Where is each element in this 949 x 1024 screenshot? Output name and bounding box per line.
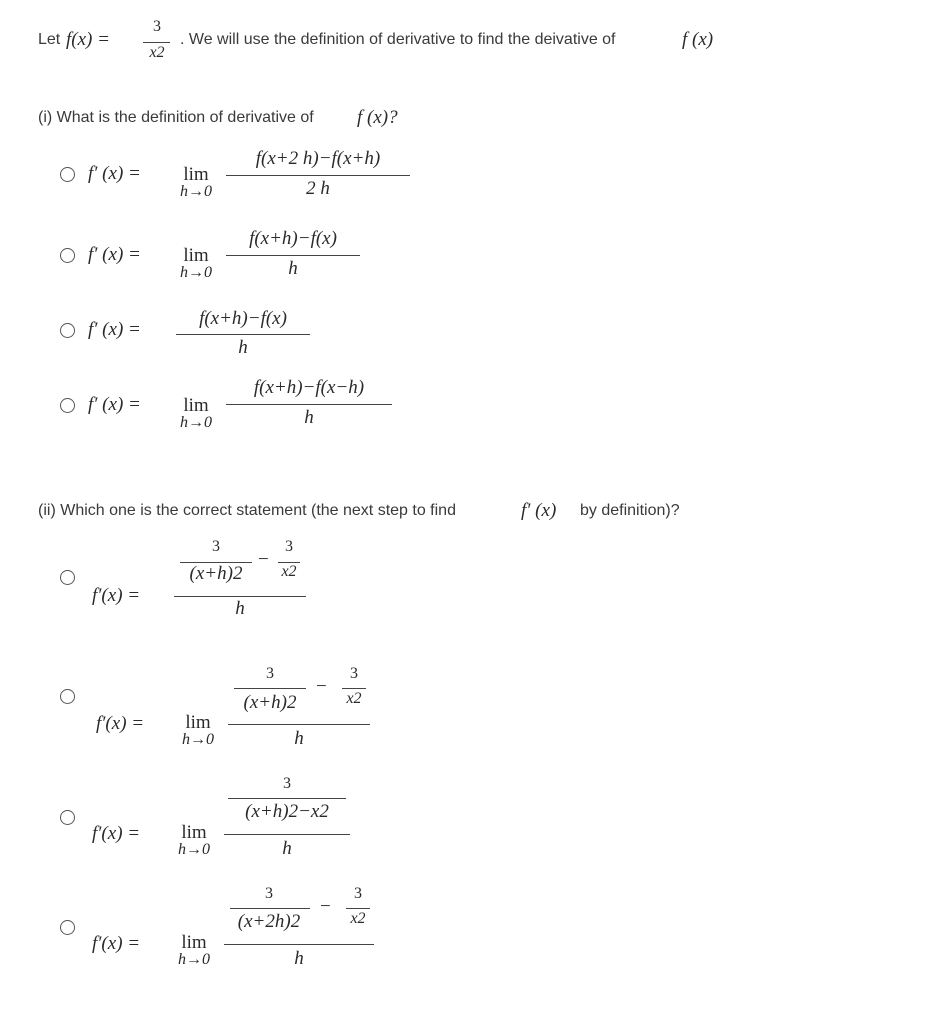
part1-option-4-lhs: f′ (x) = xyxy=(88,394,141,415)
intro-sentence: . We will use the definition of derivative to find the deivative of xyxy=(180,31,616,48)
part2-option-1-b-den: x2 xyxy=(281,563,297,580)
part1-option-2-lhs: f′ (x) = xyxy=(88,244,141,265)
part1-option-3-lhs: f′ (x) = xyxy=(88,319,141,340)
part2-option-2-radio[interactable] xyxy=(60,689,75,704)
part2-option-4-b-den: x2 xyxy=(350,910,366,927)
part2-option-4-b-num: 3 xyxy=(354,885,362,902)
intro-fraction xyxy=(142,18,172,36)
part2-option-1-a-den: (x+h)2 xyxy=(189,563,243,584)
part1-option-2-lim: lim h→0 xyxy=(180,245,212,281)
part2-option-4-a-den: (x+2h)2 xyxy=(237,911,301,932)
part1-option-2-denominator: h xyxy=(288,258,298,279)
part2-option-3-radio[interactable] xyxy=(60,810,75,825)
part1-option-4-lim: lim h→0 xyxy=(180,395,212,431)
part1-option-1-denominator: 2 h xyxy=(306,178,330,199)
part2-option-2-minus: − xyxy=(316,676,327,697)
part2-option-2-lhs: f′(x) = xyxy=(96,713,145,734)
part2-question-end: by definition)? xyxy=(580,502,680,519)
part1-option-3-radio[interactable] xyxy=(60,323,75,338)
part1-option-2-numerator: f(x+h)−f(x) xyxy=(249,228,337,249)
part2-question-math: f′ (x) xyxy=(521,500,557,521)
part1-option-1-lhs: f′ (x) = xyxy=(88,163,141,184)
part2-option-4-lim: lim h→0 xyxy=(178,932,210,968)
part2-option-2-denominator: h xyxy=(294,728,304,749)
part1-option-3-denominator: h xyxy=(238,337,248,358)
part1-option-4-radio[interactable] xyxy=(60,398,75,413)
part2-option-3-a-num: 3 xyxy=(283,775,291,792)
part2-option-1-minus: − xyxy=(258,549,269,570)
part2-option-4-minus: − xyxy=(320,896,331,917)
part2-option-3-lim: lim h→0 xyxy=(178,822,210,858)
part2-option-3-a-den: (x+h)2−x2 xyxy=(245,801,329,822)
part2-option-3-lhs: f′(x) = xyxy=(92,823,141,844)
part2-option-1-a-num: 3 xyxy=(212,538,220,555)
part2-option-4-a-num: 3 xyxy=(265,885,273,902)
intro-frac-num: 3 xyxy=(153,18,161,35)
part2-option-3-denominator: h xyxy=(282,838,292,859)
part1-option-1-radio[interactable] xyxy=(60,167,75,182)
part2-option-2-a-den: (x+h)2 xyxy=(243,692,297,713)
intro-f-of-x: f(x) = xyxy=(66,29,110,50)
part2-option-2-b-num: 3 xyxy=(350,665,358,682)
intro-frac-den: x2 xyxy=(149,44,165,61)
part2-question: (ii) Which one is the correct statement (the next step to find xyxy=(38,502,456,519)
part1-option-4-denominator: h xyxy=(304,407,314,428)
part1-option-3-numerator: f(x+h)−f(x) xyxy=(199,308,287,329)
part1-option-1-lim: lim h→0 xyxy=(180,164,212,200)
intro-f-x: f (x) xyxy=(682,29,714,50)
part1-option-4-numerator: f(x+h)−f(x−h) xyxy=(253,377,365,398)
part1-option-1-numerator: f(x+2 h)−f(x+h) xyxy=(255,148,381,169)
part2-option-2-b-den: x2 xyxy=(346,690,362,707)
part2-option-1-denominator: h xyxy=(235,598,245,619)
part2-option-2-lim: lim h→0 xyxy=(182,712,214,748)
intro-let: Let xyxy=(38,31,61,48)
part1-question-math: f (x)? xyxy=(357,107,398,128)
part2-option-1-b-num: 3 xyxy=(285,538,293,555)
part1-option-2-radio[interactable] xyxy=(60,248,75,263)
part2-option-2-a-num: 3 xyxy=(266,665,274,682)
part1-question: (i) What is the definition of derivative of xyxy=(38,109,314,126)
part2-option-4-radio[interactable] xyxy=(60,920,75,935)
part2-option-1-radio[interactable] xyxy=(60,570,75,585)
part2-option-4-denominator: h xyxy=(294,948,304,969)
part2-option-4-lhs: f′(x) = xyxy=(92,933,141,954)
part2-option-1-lhs: f′(x) = xyxy=(92,585,141,606)
